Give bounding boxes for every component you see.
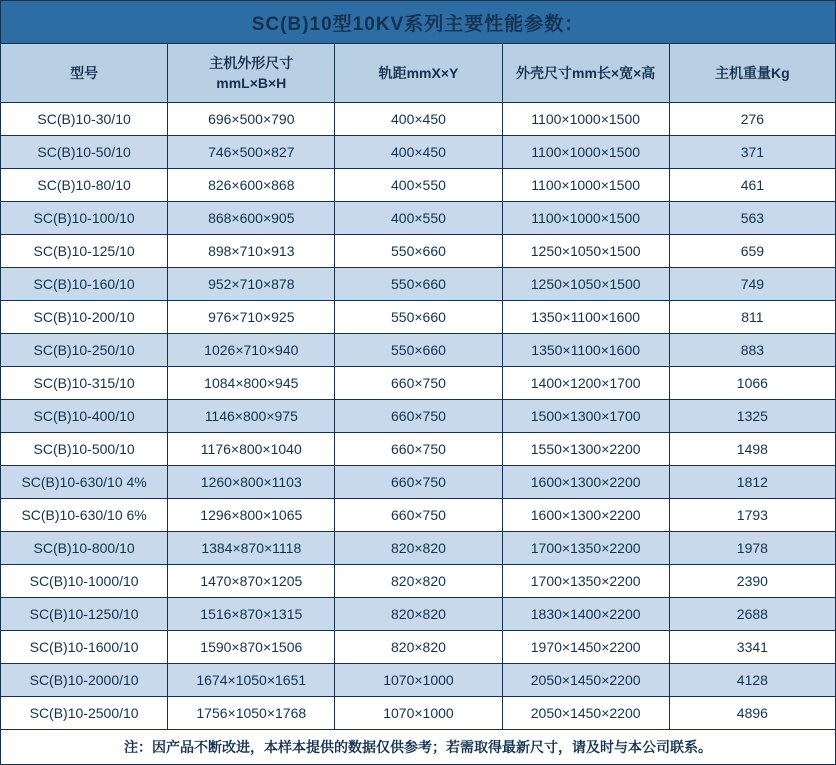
cell-dimensions: 1384×870×1118 xyxy=(168,532,335,565)
table-row xyxy=(1,466,836,499)
cell-weight: 1793 xyxy=(669,499,835,532)
cell-dimensions: 868×600×905 xyxy=(168,202,335,235)
table-row xyxy=(1,136,836,169)
cell-enclosure-size: 1350×1100×1600 xyxy=(502,334,669,367)
cell-dimensions: 696×500×790 xyxy=(168,103,335,136)
cell-model: SC(B)10-500/10 xyxy=(1,433,168,466)
cell-enclosure-size: 1100×1000×1500 xyxy=(502,169,669,202)
table-header-row xyxy=(1,44,836,103)
cell-model: SC(B)10-2000/10 xyxy=(1,664,168,697)
table-row xyxy=(1,268,836,301)
cell-weight: 371 xyxy=(669,136,835,169)
table-row xyxy=(1,334,836,367)
cell-dimensions: 1084×800×945 xyxy=(168,367,335,400)
cell-weight: 2390 xyxy=(669,565,835,598)
table-row xyxy=(1,103,836,136)
table-row xyxy=(1,202,836,235)
cell-dimensions: 1756×1050×1768 xyxy=(168,697,335,730)
footnote: 注：因产品不断改进，本样本提供的数据仅供参考；若需取得最新尺寸，请及时与本公司联系。 xyxy=(1,730,836,765)
cell-track-gauge: 400×550 xyxy=(335,202,502,235)
cell-model: SC(B)10-30/10 xyxy=(1,103,168,136)
cell-dimensions: 1026×710×940 xyxy=(168,334,335,367)
cell-dimensions: 976×710×925 xyxy=(168,301,335,334)
cell-weight: 811 xyxy=(669,301,835,334)
table-row xyxy=(1,499,836,532)
cell-enclosure-size: 1100×1000×1500 xyxy=(502,202,669,235)
cell-dimensions: 1516×870×1315 xyxy=(168,598,335,631)
cell-track-gauge: 660×750 xyxy=(335,499,502,532)
cell-weight: 1066 xyxy=(669,367,835,400)
cell-model: SC(B)10-50/10 xyxy=(1,136,168,169)
cell-model: SC(B)10-160/10 xyxy=(1,268,168,301)
cell-dimensions: 1296×800×1065 xyxy=(168,499,335,532)
cell-model: SC(B)10-2500/10 xyxy=(1,697,168,730)
cell-model: SC(B)10-630/10 6% xyxy=(1,499,168,532)
cell-enclosure-size: 1600×1300×2200 xyxy=(502,466,669,499)
cell-dimensions: 1176×800×1040 xyxy=(168,433,335,466)
cell-enclosure-size: 2050×1450×2200 xyxy=(502,697,669,730)
cell-model: SC(B)10-100/10 xyxy=(1,202,168,235)
cell-dimensions: 1674×1050×1651 xyxy=(168,664,335,697)
table-row xyxy=(1,565,836,598)
cell-weight: 3341 xyxy=(669,631,835,664)
column-header-enclosure-size-line1: 外壳尺寸mm长×宽×高 xyxy=(516,65,656,81)
cell-enclosure-size: 1100×1000×1500 xyxy=(502,103,669,136)
table-row xyxy=(1,631,836,664)
cell-track-gauge: 550×660 xyxy=(335,235,502,268)
column-header-dimensions-line2: mmL×B×H xyxy=(216,75,287,91)
cell-track-gauge: 820×820 xyxy=(335,631,502,664)
table-row xyxy=(1,400,836,433)
cell-enclosure-size: 1350×1100×1600 xyxy=(502,301,669,334)
cell-track-gauge: 660×750 xyxy=(335,367,502,400)
column-header-model xyxy=(1,44,168,103)
column-header-enclosure-size xyxy=(502,44,669,103)
cell-track-gauge: 1070×1000 xyxy=(335,664,502,697)
cell-enclosure-size: 1250×1050×1500 xyxy=(502,235,669,268)
table-row xyxy=(1,697,836,730)
cell-track-gauge: 550×660 xyxy=(335,268,502,301)
cell-model: SC(B)10-1250/10 xyxy=(1,598,168,631)
cell-dimensions: 826×600×868 xyxy=(168,169,335,202)
table-row xyxy=(1,532,836,565)
page-title: SC(B)10型10KV系列主要性能参数： xyxy=(1,1,836,44)
cell-enclosure-size: 1250×1050×1500 xyxy=(502,268,669,301)
cell-model: SC(B)10-250/10 xyxy=(1,334,168,367)
table-note-row xyxy=(1,730,836,765)
table-body xyxy=(1,103,836,765)
cell-model: SC(B)10-200/10 xyxy=(1,301,168,334)
cell-track-gauge: 400×450 xyxy=(335,136,502,169)
table-row xyxy=(1,367,836,400)
cell-weight: 4896 xyxy=(669,697,835,730)
cell-track-gauge: 400×450 xyxy=(335,103,502,136)
cell-weight: 749 xyxy=(669,268,835,301)
cell-weight: 461 xyxy=(669,169,835,202)
cell-model: SC(B)10-630/10 4% xyxy=(1,466,168,499)
cell-weight: 1812 xyxy=(669,466,835,499)
cell-enclosure-size: 1830×1400×2200 xyxy=(502,598,669,631)
cell-model: SC(B)10-80/10 xyxy=(1,169,168,202)
cell-model: SC(B)10-315/10 xyxy=(1,367,168,400)
cell-model: SC(B)10-1000/10 xyxy=(1,565,168,598)
cell-track-gauge: 1070×1000 xyxy=(335,697,502,730)
cell-dimensions: 746×500×827 xyxy=(168,136,335,169)
cell-enclosure-size: 1400×1200×1700 xyxy=(502,367,669,400)
cell-enclosure-size: 1600×1300×2200 xyxy=(502,499,669,532)
column-header-track-gauge xyxy=(335,44,502,103)
cell-model: SC(B)10-800/10 xyxy=(1,532,168,565)
cell-enclosure-size: 1970×1450×2200 xyxy=(502,631,669,664)
table-row xyxy=(1,598,836,631)
cell-weight: 883 xyxy=(669,334,835,367)
cell-weight: 2688 xyxy=(669,598,835,631)
cell-dimensions: 952×710×878 xyxy=(168,268,335,301)
cell-weight: 563 xyxy=(669,202,835,235)
cell-track-gauge: 820×820 xyxy=(335,532,502,565)
cell-dimensions: 1590×870×1506 xyxy=(168,631,335,664)
table-row xyxy=(1,235,836,268)
cell-enclosure-size: 1550×1300×2200 xyxy=(502,433,669,466)
cell-track-gauge: 550×660 xyxy=(335,301,502,334)
cell-enclosure-size: 1700×1350×2200 xyxy=(502,565,669,598)
table-row xyxy=(1,433,836,466)
cell-track-gauge: 660×750 xyxy=(335,433,502,466)
cell-model: SC(B)10-400/10 xyxy=(1,400,168,433)
cell-track-gauge: 820×820 xyxy=(335,598,502,631)
cell-dimensions: 1146×800×975 xyxy=(168,400,335,433)
column-header-dimensions-line1: 主机外形尺寸 xyxy=(209,55,294,71)
table-title-row xyxy=(1,1,836,44)
column-header-dimensions xyxy=(168,44,335,103)
cell-weight: 4128 xyxy=(669,664,835,697)
table-row xyxy=(1,664,836,697)
cell-weight: 1978 xyxy=(669,532,835,565)
column-header-weight-line1: 主机重量Kg xyxy=(715,65,790,81)
cell-track-gauge: 400×550 xyxy=(335,169,502,202)
table-row xyxy=(1,169,836,202)
cell-weight: 276 xyxy=(669,103,835,136)
cell-weight: 1498 xyxy=(669,433,835,466)
cell-enclosure-size: 1100×1000×1500 xyxy=(502,136,669,169)
cell-weight: 659 xyxy=(669,235,835,268)
cell-dimensions: 898×710×913 xyxy=(168,235,335,268)
column-header-track-gauge-line1: 轨距mmX×Y xyxy=(378,65,459,81)
cell-dimensions: 1470×870×1205 xyxy=(168,565,335,598)
cell-track-gauge: 660×750 xyxy=(335,466,502,499)
column-header-model-line1: 型号 xyxy=(70,65,99,81)
cell-enclosure-size: 1500×1300×1700 xyxy=(502,400,669,433)
cell-enclosure-size: 1700×1350×2200 xyxy=(502,532,669,565)
cell-enclosure-size: 2050×1450×2200 xyxy=(502,664,669,697)
cell-dimensions: 1260×800×1103 xyxy=(168,466,335,499)
cell-track-gauge: 820×820 xyxy=(335,565,502,598)
cell-track-gauge: 660×750 xyxy=(335,400,502,433)
cell-model: SC(B)10-1600/10 xyxy=(1,631,168,664)
table-row xyxy=(1,301,836,334)
cell-model: SC(B)10-125/10 xyxy=(1,235,168,268)
column-header-weight xyxy=(669,44,835,103)
cell-weight: 1325 xyxy=(669,400,835,433)
cell-track-gauge: 550×660 xyxy=(335,334,502,367)
